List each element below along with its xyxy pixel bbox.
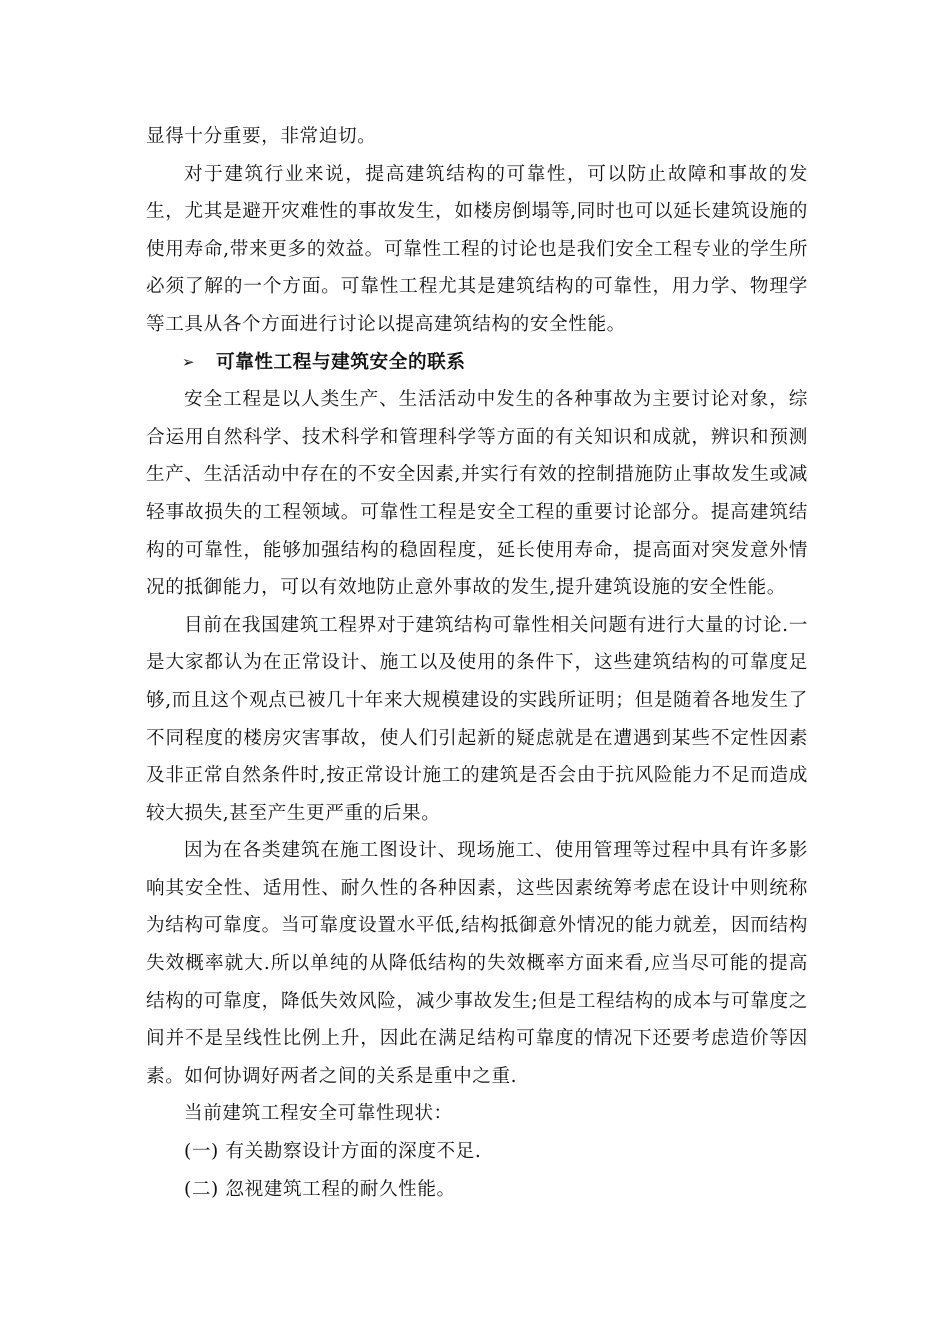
list-item-2: (二) 忽视建筑工程的耐久性能。: [184, 1178, 456, 1200]
paragraph-reliability-factors: 因为在各类建筑在施工图设计、现场施工、使用管理等过程中具有许多影响其安全性、适用性、耐久性的各种因素，这些因素统筹考虑在设计中则统称为结构可靠度。当可靠度设置水平低,结构抵御意外情况的能力就差，因而结构失效概率就大.所以单纯的从降低结构的失效概率方面来看,应当尽可能的提高结构的可靠度，降低失效风险，减少事故发生;但是工程结构的成本与可靠度之间并不是呈线性比例上升，因此在满足结构可靠度的情况下还要考虑造价等因素。如何协调好两者之间的关系是重中之重.: [146, 840, 808, 1087]
section-heading: [146, 344, 808, 382]
paragraph-status-intro: 当前建筑工程安全可靠性现状：: [184, 1103, 453, 1125]
document-body: [146, 118, 808, 1208]
list-item-1: (一) 有关勘察设计方面的深度不足.: [184, 1141, 482, 1163]
paragraph-reliability-intro: 对于建筑行业来说，提高建筑结构的可靠性，可以防止故障和事故的发生，尤其是避开灾难性的事故发生，如楼房倒塌等,同时也可以延长建筑设施的使用寿命,带来更多的效益。可靠性工程的讨论也是我们安全工程专业的学生所必须了解的一个方面。可靠性工程尤其是建筑结构的可靠性，用力学、物理学等工具从各个方面进行讨论以提高建筑结构的安全性能。: [146, 163, 808, 335]
paragraph-current-discussion: 目前在我国建筑工程界对于建筑结构可靠性相关问题有进行大量的讨论.一是大家都认为在正常设计、施工以及使用的条件下，这些建筑结构的可靠度足够,而且这个观点已被几十年来大规模建设的实践所证明；但是随着各地发生了不同程度的楼房灾害事故，使人们引起新的疑虑就是在遭遇到某些不定性因素及非正常自然条件时,按正常设计施工的建筑是否会由于抗风险能力不足而造成较大损失,甚至产生更严重的后果。: [146, 614, 808, 824]
arrow-bullet-icon: ➢: [182, 352, 196, 371]
paragraph-safety-engineering: 安全工程是以人类生产、生活活动中发生的各种事故为主要讨论对象，综合运用自然科学、技术科学和管理科学等方面的有关知识和成就，辨识和预测生产、生活活动中存在的不安全因素,并实行有效的控制措施防止事故发生或减轻事故损失的工程领域。可靠性工程是安全工程的重要讨论部分。提高建筑结构的可靠性，能够加强结构的稳固程度，延长使用寿命，提高面对突发意外情况的抵御能力，可以有效地防止意外事故的发生,提升建筑设施的安全性能。: [146, 389, 808, 599]
section-heading-text: 可靠性工程与建筑安全的联系: [216, 351, 466, 373]
paragraph-continuation: 显得十分重要，非常迫切。: [146, 126, 377, 147]
